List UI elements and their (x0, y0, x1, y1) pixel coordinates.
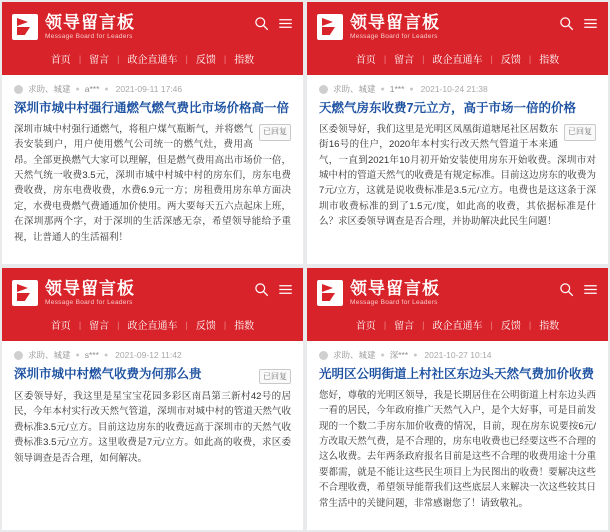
meta-dot: ● (380, 351, 385, 359)
nav-item-messages[interactable]: 留言 (394, 55, 415, 66)
search-icon[interactable] (254, 16, 269, 31)
nav-item-gov-express[interactable]: 政企直通车 (432, 55, 483, 66)
flag-logo-icon (12, 280, 38, 306)
nav-item-home[interactable]: 首页 (50, 321, 71, 332)
avatar-icon (319, 351, 328, 360)
nav-item-home[interactable]: 首页 (50, 55, 71, 66)
nav-separator: | (117, 319, 120, 330)
brand-title-cn: 领导留言板 (45, 278, 135, 298)
nav-separator: | (383, 319, 387, 330)
post-meta (2, 341, 303, 365)
header-icons (254, 16, 293, 31)
post-date: 2021-10-24 21:38 (420, 84, 488, 94)
post-date: 2021-09-12 11:42 (115, 350, 182, 360)
nav-item-index[interactable]: 指数 (234, 321, 255, 332)
site-header (307, 268, 608, 341)
brand-title-en: Message Board for Leaders (45, 298, 133, 306)
post-body (307, 117, 608, 264)
brand-title-cn: 领导留言板 (350, 12, 440, 32)
brand-title-cn: 领导留言板 (45, 12, 135, 32)
post-category: 求助、城建 (333, 350, 376, 360)
avatar-icon (14, 351, 23, 360)
nav-separator: | (528, 319, 532, 330)
nav-item-messages[interactable]: 留言 (394, 321, 415, 332)
site-header (2, 2, 303, 75)
post-author: 1*** (389, 84, 405, 94)
post-title[interactable]: 深圳市城中村燃气收费为何那么贵 (14, 367, 202, 381)
meta-dot: ● (104, 85, 109, 93)
menu-icon[interactable] (278, 282, 293, 297)
menu-icon[interactable] (583, 282, 598, 297)
meta-dot: ● (413, 351, 418, 359)
meta-dot: ● (103, 351, 109, 359)
nav-item-gov-express[interactable]: 政企直通车 (127, 321, 178, 332)
nav-separator: | (223, 53, 227, 64)
post-author: s*** (84, 350, 99, 360)
post-date: 2021-10-27 10:14 (424, 350, 492, 360)
brand-title-en: Message Board for Leaders (350, 298, 438, 306)
nav-item-feedback[interactable]: 反馈 (195, 321, 216, 332)
site-header (2, 268, 303, 341)
post-author: 深*** (389, 350, 409, 360)
post-body (307, 383, 608, 530)
nav-separator: | (528, 53, 532, 64)
status-badge: 已回复 (259, 124, 291, 141)
post-meta (2, 75, 303, 99)
post-title-row (307, 99, 608, 117)
nav-item-home[interactable]: 首页 (355, 321, 376, 332)
brand-text (45, 14, 135, 41)
flag-logo-icon (317, 280, 343, 306)
main-nav (12, 44, 293, 75)
brand-text (350, 280, 440, 307)
post-title[interactable]: 光明区公明街道上村社区东边头天然气费加价收费 (319, 367, 595, 381)
nav-separator: | (185, 53, 188, 64)
post-title-row (2, 99, 303, 117)
post-card[interactable] (307, 268, 608, 530)
nav-separator: | (490, 319, 493, 330)
search-icon[interactable] (559, 282, 574, 297)
status-badge: 已回复 (259, 369, 291, 384)
post-category: 求助、城建 (28, 350, 71, 360)
nav-separator: | (422, 319, 425, 330)
menu-icon[interactable] (583, 16, 598, 31)
nav-separator: | (490, 53, 493, 64)
nav-item-gov-express[interactable]: 政企直通车 (432, 321, 483, 332)
nav-item-gov-express[interactable]: 政企直通车 (127, 55, 178, 66)
meta-dot: ● (75, 351, 80, 359)
post-card[interactable] (2, 268, 303, 530)
nav-separator: | (223, 319, 227, 330)
nav-item-index[interactable]: 指数 (234, 55, 255, 66)
header-icons (254, 282, 293, 297)
brand-title-en: Message Board for Leaders (350, 32, 438, 40)
header-top (12, 10, 293, 44)
nav-separator: | (422, 53, 425, 64)
post-body-text: 深圳市城中村强行通燃气，将租户煤气瓶断气，并将燃气表安装到户，用户使用燃气公司统一的燃气灶，费用高昂。全部更换燃气大家可以理解，但是燃气费用高出市场价一倍，天然气统一收费3.5元，深圳市城中村城中村的房东们，房东电费费收费，房东电费收费，水费6.9元一方；房租费用房东单方面决定，水费电费燃气费通通加价使用。两大要每天五六点起床上班，在深圳那两个字，对于深圳的生活深感无奈，希望领导能给予重视，让普通人的生活福利！ (14, 123, 291, 243)
nav-separator: | (185, 319, 188, 330)
nav-separator: | (383, 53, 387, 64)
brand-text (350, 14, 440, 41)
nav-separator: | (78, 53, 82, 64)
post-title-row (2, 365, 303, 384)
header-top (12, 276, 293, 310)
header-icons (559, 16, 598, 31)
post-card[interactable] (307, 2, 608, 264)
post-card[interactable] (2, 2, 303, 264)
nav-item-feedback[interactable]: 反馈 (500, 321, 521, 332)
post-body (2, 384, 303, 530)
post-title[interactable]: 天燃气房东收费7元立方，高于市场一倍的价格 (319, 101, 576, 115)
site-header (307, 2, 608, 75)
brand-title-cn: 领导留言板 (350, 278, 440, 298)
meta-dot: ● (409, 85, 414, 93)
brand-title-en: Message Board for Leaders (45, 32, 133, 40)
post-body-text: 您好，尊敬的光明区领导，我是长期居住在公明街道上村东边头西一看的居民，今年政府推广天然气入户，是个大好事，可是目前发现的一个数二手房东加价收费的情况，目前，现在房东说要按6元/方改取天然气费，是不合理的，房东电收费也已经要这些不合理的这么收费。去年两条政府报名目前是这些不合理的收费用途十分重要都需，就是不能让这些民生项目上为民图出的收费！要解决这些不合理收费，希望领导能帮我们这些底层人来解决一次这些较其日常生活中的关键问题，非常感谢您了！请致敬礼。 (319, 389, 596, 509)
nav-separator: | (117, 53, 120, 64)
nav-item-feedback[interactable]: 反馈 (500, 55, 521, 66)
header-icons (559, 282, 598, 297)
post-body-text: 区委领导好，我们这里是光明区凤凰街道塘尾社区居数东街16号的住户，2020年本村实行改天然气管道于本来通气，一直到2021年10月初开始安装使用房东开始收费。深圳市对城中村的管道天然气的收费是有规定标准。目前这边房东的收费为7元/立方，这就是说收费标准是3.5元/立方。电费也是这这条于深圳市收费标准的到了1.5元/度，如此高的收费，其依据标准是什么？求区委领导调查是否合理，并协助解决此民生问题！ (319, 123, 596, 228)
post-title[interactable]: 深圳市城中村强行通燃气燃气费比市场价格高一倍 (14, 101, 290, 115)
main-nav (317, 44, 598, 75)
main-nav (12, 310, 293, 341)
main-nav (317, 310, 598, 341)
search-icon[interactable] (254, 282, 269, 297)
meta-dot: ● (380, 85, 385, 93)
flag-logo-icon (317, 14, 343, 40)
post-meta (307, 75, 608, 99)
nav-item-home[interactable]: 首页 (355, 55, 376, 66)
post-category: 求助、城建 (333, 84, 376, 94)
post-category: 求助、城建 (28, 84, 71, 94)
nav-item-feedback[interactable]: 反馈 (195, 55, 216, 66)
meta-dot: ● (75, 85, 80, 93)
nav-item-messages[interactable]: 留言 (89, 321, 110, 332)
nav-item-messages[interactable]: 留言 (89, 55, 110, 66)
post-title-row (307, 365, 608, 383)
post-body (2, 117, 303, 264)
post-body-text: 区委领导好，我这里是星宝宝花园多彩区南昌第三新村42号的居民，今年本村实行改天然气管道，深圳市对城中村的管道天然气收费标准3.5元/立方。目前这边房东的收费远高于深圳市的天然气收费标准3.5元/立方。这里收费是7元/立方。如此高的收费，求区委领导调查是否合理，如何解决。 (14, 391, 291, 464)
status-badge: 已回复 (564, 124, 596, 141)
post-author: a*** (84, 84, 100, 94)
avatar-icon (14, 85, 23, 94)
menu-icon[interactable] (278, 16, 293, 31)
header-top (317, 276, 598, 310)
search-icon[interactable] (559, 16, 574, 31)
avatar-icon (319, 85, 328, 94)
brand-text (45, 280, 135, 307)
nav-item-index[interactable]: 指数 (539, 321, 560, 332)
nav-item-index[interactable]: 指数 (539, 55, 560, 66)
post-meta (307, 341, 608, 365)
flag-logo-icon (12, 14, 38, 40)
post-date: 2021-09-11 17:46 (115, 84, 183, 94)
nav-separator: | (78, 319, 82, 330)
header-top (317, 10, 598, 44)
